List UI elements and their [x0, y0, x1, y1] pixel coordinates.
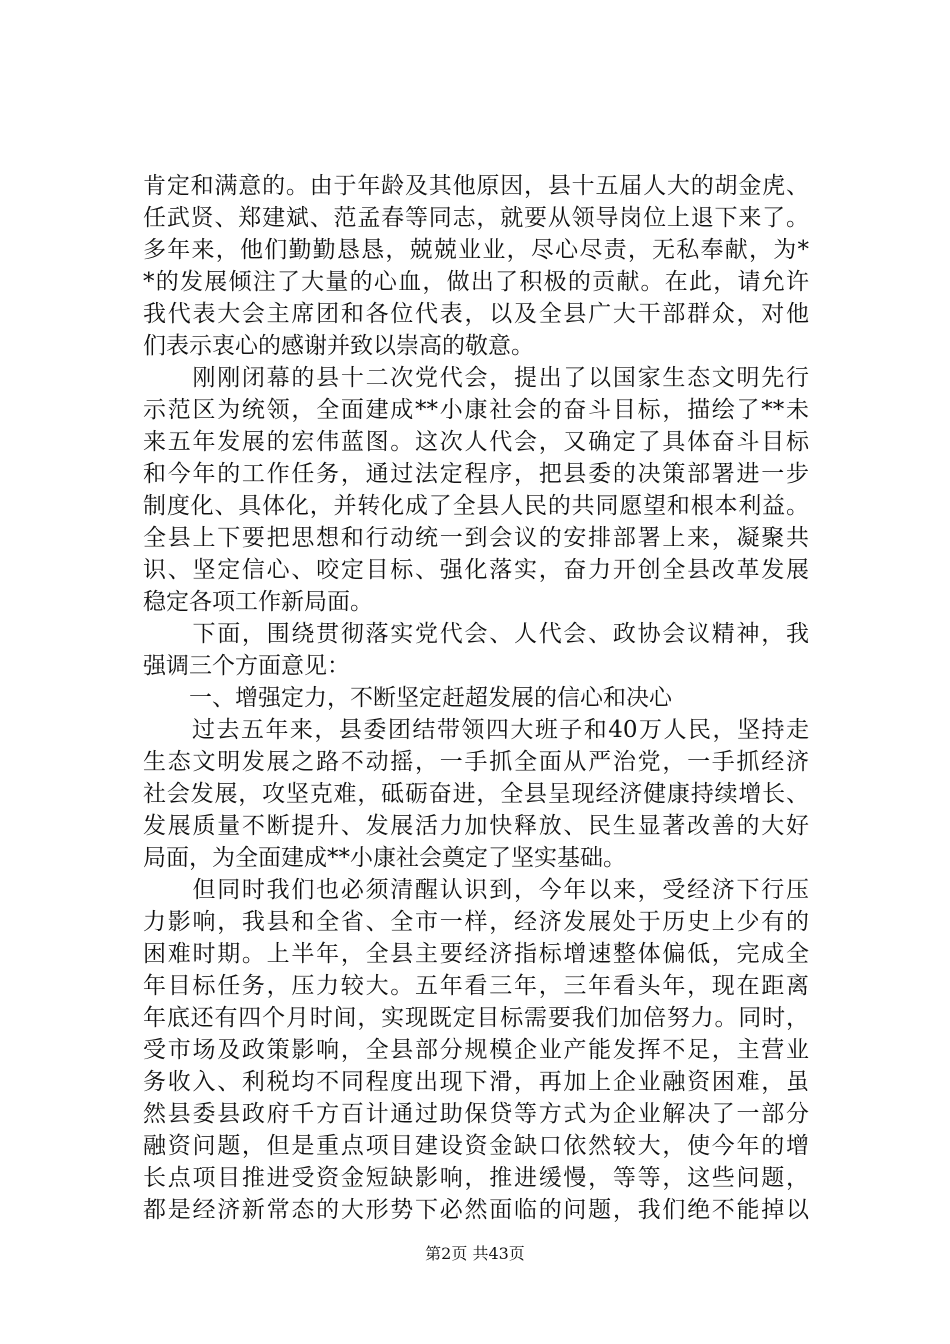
section-heading: 一、增强定力，不断坚定赶超发展的信心和决心: [143, 685, 672, 711]
text-line: 全县上下要把思想和行动统一到会议的安排部署上来，凝聚共: [143, 525, 809, 551]
text-line: 局面，为全面建成**小康社会奠定了坚实基础。: [143, 845, 626, 871]
text-line: 务收入、利税均不同程度出现下滑，再加上企业融资困难，虽: [143, 1069, 809, 1095]
text-line: 力影响，我县和全省、全市一样，经济发展处于历史上少有的: [143, 909, 809, 935]
text-line: 然县委县政府千方百计通过助保贷等方式为企业解决了一部分: [143, 1101, 809, 1127]
text-line: 受市场及政策影响，全县部分规模企业产能发挥不足，主营业: [143, 1037, 809, 1063]
text-line: 但同时我们也必须清醒认识到，今年以来，受经济下行压: [143, 877, 809, 903]
text-line: 社会发展，攻坚克难，砥砺奋进，全县呈现经济健康持续增长、: [143, 781, 809, 807]
text-line: 困难时期。上半年，全县主要经济指标增速整体偏低，完成全: [143, 941, 809, 967]
text-line: 融资问题，但是重点项目建设资金缺口依然较大，使今年的增: [143, 1133, 809, 1159]
text-line: 生态文明发展之路不动摇，一手抓全面从严治党，一手抓经济: [143, 749, 809, 775]
text-line: 过去五年来，县委团结带领四大班子和40万人民，坚持走: [143, 717, 809, 743]
text-line: 来五年发展的宏伟蓝图。这次人代会，又确定了具体奋斗目标: [143, 429, 809, 455]
text-line: 都是经济新常态的大形势下必然面临的问题，我们绝不能掉以: [143, 1197, 809, 1223]
text-line: 示范区为统领，全面建成**小康社会的奋斗目标，描绘了**未: [143, 397, 809, 423]
text-line: 年目标任务，压力较大。五年看三年，三年看头年，现在距离: [143, 973, 809, 999]
text-line: 年底还有四个月时间，实现既定目标需要我们加倍努力。同时，: [143, 1005, 809, 1031]
page-footer: 第2页 共43页: [425, 1244, 525, 1263]
text-line: 制度化、具体化，并转化成了全县人民的共同愿望和根本利益。: [143, 493, 809, 519]
text-line: 长点项目推进受资金短缺影响，推进缓慢，等等，这些问题，: [143, 1165, 809, 1191]
text-line: 多年来，他们勤勤恳恳，兢兢业业，尽心尽责，无私奉献，为*: [143, 237, 809, 263]
text-line: 肯定和满意的。由于年龄及其他原因，县十五届人大的胡金虎、: [143, 173, 809, 199]
text-line: 强调三个方面意见：: [143, 653, 350, 679]
text-line: 们表示衷心的感谢并致以崇高的敬意。: [143, 333, 534, 359]
text-line: 我代表大会主席团和各位代表，以及全县广大干部群众，对他: [143, 301, 809, 327]
text-line: *的发展倾注了大量的心血，做出了积极的贡献。在此，请允许: [143, 269, 809, 295]
body-text: [143, 170, 809, 1226]
text-line: 刚刚闭幕的县十二次党代会，提出了以国家生态文明先行: [143, 365, 809, 391]
text-line: 和今年的工作任务，通过法定程序，把县委的决策部署进一步: [143, 461, 809, 487]
text-line: 任武贤、郑建斌、范孟春等同志，就要从领导岗位上退下来了。: [143, 205, 809, 231]
text-line: 识、坚定信心、咬定目标、强化落实，奋力开创全县改革发展: [143, 557, 809, 583]
text-line: 发展质量不断提升、发展活力加快释放、民生显著改善的大好: [143, 813, 809, 839]
text-line: 下面，围绕贯彻落实党代会、人代会、政协会议精神，我: [143, 621, 809, 647]
text-line: 稳定各项工作新局面。: [143, 589, 373, 615]
